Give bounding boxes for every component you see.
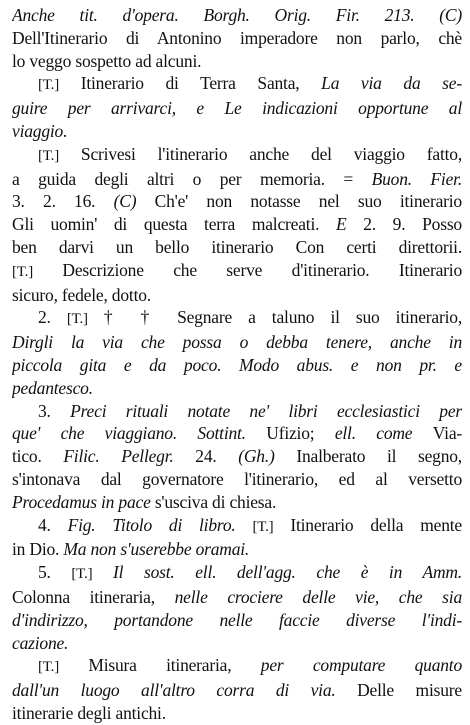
text-line	[12, 538, 462, 561]
text-run: in Dio.	[12, 539, 64, 560]
text-line	[12, 143, 462, 168]
text-line	[12, 632, 462, 655]
text-run: s'usciva di chiesa.	[150, 491, 277, 512]
text-run: 4.	[38, 514, 68, 535]
text-line	[12, 702, 462, 725]
text-line	[12, 284, 462, 307]
text-run: Ch'e' non notasse nel suo itinerario	[136, 191, 462, 212]
text-run: Delle misure	[335, 680, 462, 701]
text-run: Ufizio	[266, 423, 310, 444]
italic-run: (C)	[113, 191, 137, 212]
text-line	[12, 445, 462, 468]
text-run: Scrivesi l'itinerario anche del viaggio fatto,	[59, 143, 462, 164]
text-run: ben darvi un bello itinerario Con certi direttorii.	[12, 236, 462, 257]
italic-run: Ma non s'userebbe oramai.	[63, 539, 250, 560]
text-line	[12, 72, 462, 97]
italic-run: per computare quanto	[260, 655, 462, 676]
text-run: ;	[309, 423, 335, 444]
text-run: 2. 9. Posso	[346, 214, 462, 235]
text-run: 5.	[38, 562, 72, 583]
italic-run: Fig. Titolo di libro.	[67, 514, 236, 535]
text-run	[92, 562, 113, 582]
text-line	[12, 422, 462, 445]
text-line	[12, 654, 462, 679]
text-run: tico.	[12, 446, 64, 467]
text-line	[12, 468, 462, 491]
section-tag: [T.]	[12, 263, 33, 280]
text-line	[12, 331, 462, 354]
italic-run: Il sost. ell. dell'agg. che è in Amm.	[113, 562, 462, 583]
text-run: s'intonava dal governatore l'itinerario, ed al versetto	[12, 468, 462, 489]
text-line	[12, 377, 462, 400]
text-run: 24.	[173, 446, 239, 467]
text-line	[12, 354, 462, 377]
text-line	[12, 306, 462, 331]
text-run: Dell'Itinerario di Antonino imperadore non parlo, chè	[12, 27, 462, 48]
italic-run: piccola gita e da poco. Modo abus. e non pr. e	[12, 354, 462, 375]
text-run: 3. 2. 16.	[12, 191, 114, 212]
section-tag: [T.]	[66, 311, 88, 328]
section-tag: [T.]	[38, 659, 59, 676]
text-run: Colonna itineraria,	[12, 586, 175, 607]
italic-run: cazione.	[12, 632, 69, 653]
text-line	[12, 400, 462, 423]
text-run: Descrizione che serve d'itinerario. Itinerario	[33, 259, 462, 280]
text-run	[236, 515, 253, 535]
text-run: † † Segnare a taluno il suo itinerario,	[87, 307, 462, 328]
text-run: Misura itineraria,	[59, 655, 261, 676]
italic-run: Anche tit. d'opera. Borgh. Orig. Fir. 213. (C)	[12, 5, 462, 25]
text-run: Inalberato il segno,	[274, 446, 462, 467]
text-run: sicuro, fedele, dotto.	[12, 284, 151, 305]
text-run: itinerarie degli antichi.	[12, 702, 166, 723]
text-run: Itinerario della mente	[273, 514, 462, 535]
text-line	[12, 168, 462, 191]
italic-run: E	[336, 214, 347, 235]
italic-run: La via da se-	[321, 73, 462, 94]
section-tag: [T.]	[71, 566, 93, 583]
section-tag: [T.]	[38, 77, 59, 94]
italic-run: Preci rituali notate ne' libri ecclesiastici per	[70, 400, 462, 421]
text-line	[12, 259, 462, 284]
entry-text	[12, 4, 462, 725]
text-line	[12, 561, 462, 586]
italic-run: (Gh.)	[238, 446, 275, 467]
text-line	[12, 190, 462, 213]
text-run: 2.	[38, 307, 67, 328]
text-line	[12, 50, 462, 73]
italic-run: ell. come	[334, 423, 433, 444]
text-line	[12, 514, 462, 539]
text-run: Gli uomin' di questa terra malcreati.	[12, 214, 337, 235]
text-run: 3.	[38, 400, 71, 421]
italic-run: Filic. Pellegr.	[63, 446, 174, 467]
text-line	[12, 679, 462, 702]
text-line	[12, 120, 462, 143]
text-line	[12, 4, 462, 27]
italic-run: guire per arrivarci, e Le indicazioni opportune al	[12, 98, 462, 119]
text-line	[12, 491, 462, 514]
text-run: Via-	[432, 423, 462, 444]
text-line	[12, 236, 462, 259]
text-line	[12, 609, 462, 632]
italic-run: que' che viaggiano. Sottint.	[12, 423, 267, 444]
italic-run: Procedamus in pace	[12, 491, 151, 512]
text-line	[12, 586, 462, 609]
section-tag: [T.]	[252, 518, 274, 535]
italic-run: dall'un luogo all'altro corra di via.	[12, 680, 336, 701]
italic-run: viaggio.	[12, 120, 68, 141]
italic-run: Buon. Fier.	[371, 168, 462, 189]
italic-run: Dirgli la via che possa o debba tenere, anche in	[12, 332, 462, 353]
section-tag: [T.]	[38, 147, 59, 164]
italic-run: nelle crociere delle vie, che sia	[174, 586, 462, 607]
text-run: lo veggo sospetto ad alcuni.	[12, 50, 202, 71]
text-run: Itinerario di Terra Santa,	[59, 73, 322, 94]
text-line	[12, 27, 462, 50]
italic-run: d'indirizzo, portandone nelle faccie diverse l'indi-	[12, 609, 462, 630]
text-run: a guida degli altri o per memoria. =	[12, 168, 372, 189]
text-line	[12, 97, 462, 120]
italic-run: pedantesco.	[12, 377, 93, 398]
text-line	[12, 213, 462, 236]
